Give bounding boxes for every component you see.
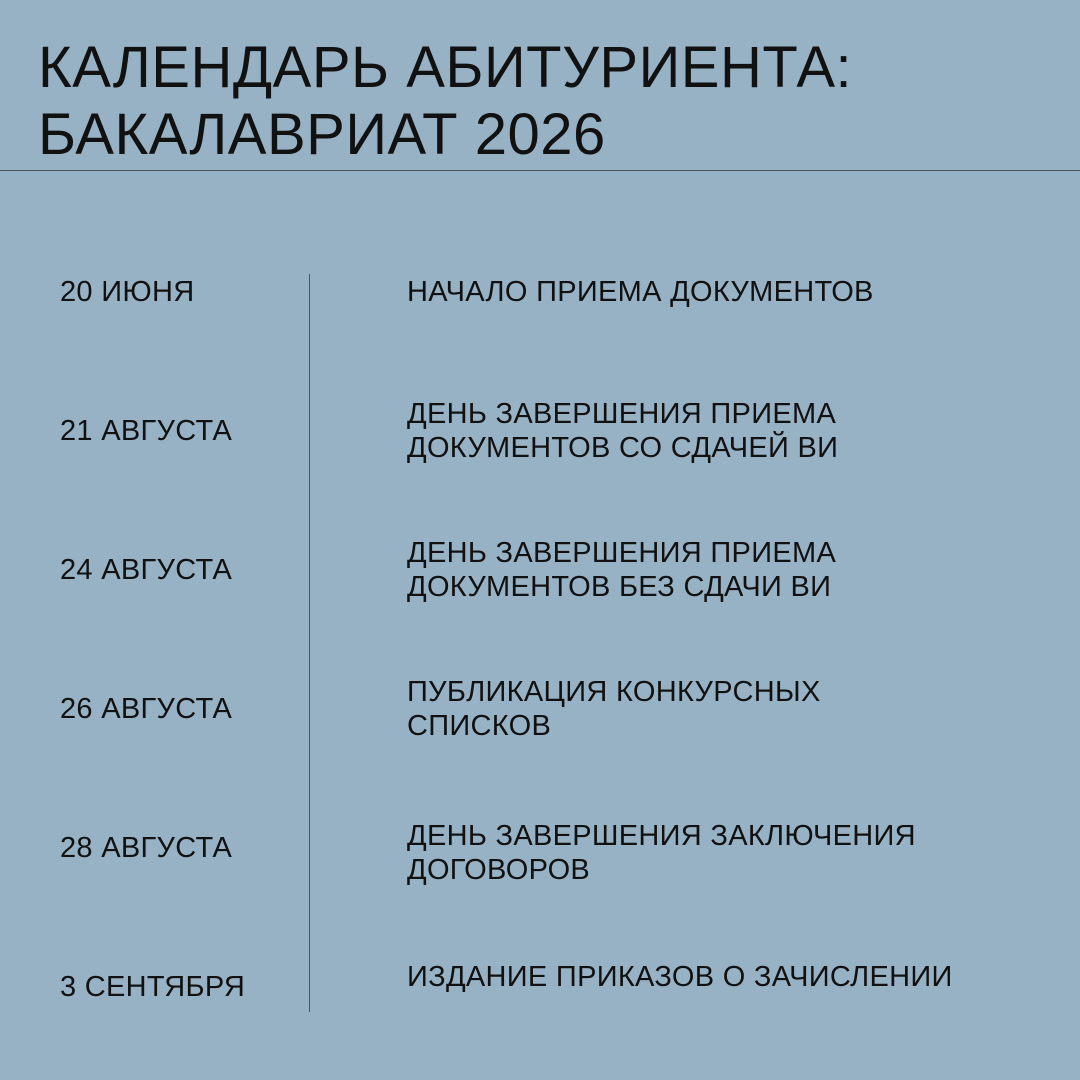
timeline-event-line: ДОКУМЕНТОВ СО СДАЧЕЙ ВИ xyxy=(407,432,839,464)
timeline-date: 26 АВГУСТА xyxy=(60,693,233,725)
timeline-event-line: ДЕНЬ ЗАВЕРШЕНИЯ ЗАКЛЮЧЕНИЯ xyxy=(407,820,916,852)
timeline-event xyxy=(407,536,1057,604)
timeline-event-line: ИЗДАНИЕ ПРИКАЗОВ О ЗАЧИСЛЕНИИ xyxy=(407,961,953,993)
timeline-event xyxy=(407,960,1057,994)
timeline-event-line: СПИСКОВ xyxy=(407,710,552,742)
timeline-event-line: НАЧАЛО ПРИЕМА ДОКУМЕНТОВ xyxy=(407,276,874,308)
timeline-event-line: ДЕНЬ ЗАВЕРШЕНИЯ ПРИЕМА xyxy=(407,537,837,569)
timeline-event-line: ДОКУМЕНТОВ БЕЗ СДАЧИ ВИ xyxy=(407,571,832,603)
timeline-event xyxy=(407,397,1057,465)
timeline-date: 24 АВГУСТА xyxy=(60,554,233,586)
timeline-date: 3 СЕНТЯБРЯ xyxy=(60,971,246,1003)
timeline-event xyxy=(407,675,1057,743)
timeline-event-line: ДЕНЬ ЗАВЕРШЕНИЯ ПРИЕМА xyxy=(407,398,837,430)
timeline-event-line: ДОГОВОРОВ xyxy=(407,854,591,886)
timeline-date: 20 ИЮНЯ xyxy=(60,276,195,308)
timeline-event xyxy=(407,275,1057,309)
timeline-event-line: ПУБЛИКАЦИЯ КОНКУРСНЫХ xyxy=(407,676,821,708)
timeline-date: 28 АВГУСТА xyxy=(60,832,233,864)
timeline-event xyxy=(407,819,1057,887)
title-line-2: БАКАЛАВРИАТ 2026 xyxy=(38,102,606,167)
title-line-1: КАЛЕНДАРЬ АБИТУРИЕНТА: xyxy=(38,35,853,100)
timeline-date: 21 АВГУСТА xyxy=(60,415,233,447)
